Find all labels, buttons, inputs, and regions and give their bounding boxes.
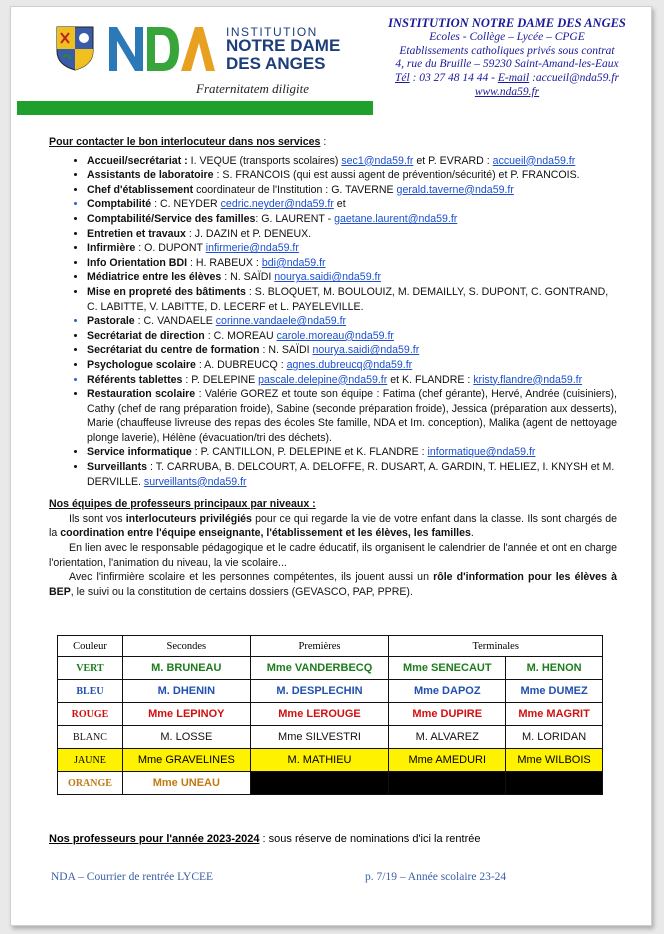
list-item	[87, 460, 617, 489]
teachers-section	[49, 497, 617, 599]
cell-terminales: Mme DUMEZ	[506, 680, 603, 703]
closing-line	[49, 833, 480, 845]
contact-text: I. VEQUE (transports scolaires)	[187, 154, 342, 167]
list-item	[87, 358, 617, 373]
teachers-paragraph-1	[49, 512, 617, 541]
address-block	[371, 17, 643, 100]
contact-email-link[interactable]: agnes.dubreucq@nda59.fr	[286, 358, 413, 371]
contact-text: : Valérie GOREZ et toute son équipe : Fatima (chef gérante), Hervé, Andrée (cuisiniers), Cathy (chef de rang préparation froide), Sabine (seconde préparation froide), Jessica (préparation aux desserts), Marie (chauffeuse livreuse des repas des écoles Ste famille, NDA et Im. conception), Malika (agent de nettoyage plonge laverie), Hélène (évacuation/tri des déchets).	[87, 388, 618, 444]
list-item	[87, 373, 617, 388]
table-row	[58, 703, 603, 726]
nda-logo-icon	[107, 23, 217, 73]
closing-heading: Nos professeurs pour l'année 2023-2024	[49, 833, 260, 845]
footer-right: p. 7/19 – Année scolaire 23-24	[365, 871, 507, 883]
table-row	[58, 749, 603, 772]
teachers-table	[57, 635, 603, 795]
contact-email-link[interactable]: cedric.neyder@nda59.fr	[220, 198, 334, 211]
contact-text: : T. CARRUBA, B. DELCOURT, A. DELOFFE, R. DUSART, A. GARDIN, T. HELIEZ, I. KNYSH et M. DERVILLE.	[87, 461, 615, 488]
green-header-bar	[17, 101, 373, 115]
list-item	[87, 270, 617, 285]
list-item	[87, 154, 617, 169]
list-item	[87, 227, 617, 242]
list-item	[87, 285, 617, 314]
contact-text: : C. VANDAELE	[134, 315, 216, 328]
contact-label: Comptabilité	[87, 198, 152, 211]
cell-terminales: Mme DAPOZ	[389, 680, 506, 703]
cell-premieres: Mme VANDERBECQ	[250, 657, 389, 680]
header-premieres: Premières	[250, 636, 389, 657]
contact-label: Infirmière	[87, 242, 136, 255]
contacts-heading-suffix: :	[320, 136, 327, 148]
list-item	[87, 183, 617, 198]
document-page	[10, 6, 652, 926]
contact-email-link[interactable]: carole.moreau@nda59.fr	[276, 329, 394, 342]
table-row	[58, 772, 603, 795]
main-content	[49, 135, 617, 599]
contact-label: Surveillants	[87, 461, 148, 474]
contact-text: : N. SAÏDI	[259, 344, 313, 357]
cell-terminales: Mme WILBOIS	[506, 749, 603, 772]
cell-color: JAUNE	[58, 749, 123, 772]
cell-color: BLANC	[58, 726, 123, 749]
contact-text: : G. LAURENT -	[255, 212, 335, 225]
contact-email-link[interactable]: nourya.saidi@nda59.fr	[312, 344, 420, 357]
address-line1: Ecoles - Collège – Lycée – CPGE	[429, 30, 585, 43]
contacts-heading	[49, 135, 617, 150]
contacts-list	[49, 154, 617, 490]
contact-label: Info Orientation BDI	[87, 256, 188, 269]
contact-label: Accueil/secrétariat :	[87, 154, 188, 167]
cell-secondes: Mme GRAVELINES	[123, 749, 251, 772]
cell-terminales: Mme MAGRIT	[506, 703, 603, 726]
letterhead	[11, 7, 651, 117]
list-item	[87, 256, 617, 271]
contact-email-link[interactable]: sec1@nda59.fr	[341, 154, 414, 167]
cell-color: VERT	[58, 657, 123, 680]
institution-name-line2: DES ANGES	[226, 54, 326, 73]
header-terminales: Terminales	[389, 636, 603, 657]
contact-label: Mise en propreté des bâtiments	[87, 285, 246, 298]
footer-left: NDA – Courrier de rentrée LYCEE	[51, 871, 214, 883]
website-link[interactable]	[371, 86, 643, 100]
cell-secondes: M. BRUNEAU	[123, 657, 251, 680]
cell-premieres: Mme LEROUGE	[250, 703, 389, 726]
contact-email-link[interactable]: gaetane.laurent@nda59.fr	[334, 212, 458, 225]
teachers-paragraph-3	[49, 570, 617, 599]
contact-email-link[interactable]: bdi@nda59.fr	[261, 256, 326, 269]
contact-text: : A. DUBREUCQ :	[195, 358, 287, 371]
cell-empty	[506, 772, 603, 795]
contact-text: et K. FLANDRE :	[387, 373, 474, 386]
institution-name-line1: NOTRE DAME	[226, 36, 341, 55]
cell-terminales: Mme AMEDURI	[389, 749, 506, 772]
tel-label: Tél	[395, 72, 410, 85]
contact-email-link[interactable]: accueil@nda59.fr	[492, 154, 576, 167]
tel-value: : 03 27 48 14 44 -	[409, 72, 498, 85]
list-item	[87, 168, 617, 183]
contact-label: Référents tablettes	[87, 373, 183, 386]
table-row	[58, 726, 603, 749]
cell-terminales: M. HENON	[506, 657, 603, 680]
contact-text: coordinateur de l'Institution : G. TAVERNE	[193, 183, 397, 196]
cell-terminales: M. ALVAREZ	[389, 726, 506, 749]
institution-name	[226, 37, 340, 73]
contact-text: : P. DELEPINE	[182, 373, 259, 386]
cell-color: ROUGE	[58, 703, 123, 726]
p3-bold-b: rôle d'information pour les élèves à BEP	[49, 571, 617, 598]
contact-label: Secrétariat de direction	[87, 329, 205, 342]
p1-text-c: pour ce qui regarde la vie de votre enfant dans la classe. Ils sont chargés de la	[49, 512, 617, 540]
cell-terminales: Mme SENECAUT	[389, 657, 506, 680]
contact-text: : O. DUPONT	[135, 242, 206, 255]
contacts-heading-text: Pour contacter le bon interlocuteur dans nos services	[49, 136, 321, 148]
contact-email-link[interactable]: informatique@nda59.fr	[427, 446, 536, 459]
contact-text: et P. EVRARD :	[413, 154, 493, 167]
contact-label: Pastorale	[87, 315, 135, 328]
cell-terminales: M. LORIDAN	[506, 726, 603, 749]
contact-label: Service informatique	[87, 446, 192, 459]
email-value[interactable]: :accueil@nda59.fr	[529, 72, 619, 85]
contact-text: : S. BLOQUET, M. BOULOUIZ, M. DEMAILLY, S. DUPONT, C. GONTRAND, C. LABITTE, V. LABITTE, D. LECERF et L. PAYELEVILLE.	[87, 285, 609, 313]
cell-secondes: Mme UNEAU	[123, 772, 251, 795]
contact-text: : C. NEYDER	[151, 198, 221, 211]
motto: Fraternitatem diligite	[196, 81, 310, 96]
list-item	[87, 212, 617, 227]
contact-label: Restauration scolaire	[87, 388, 196, 401]
contact-label: Médiatrice entre les élèves	[87, 271, 222, 284]
contact-email-link[interactable]: nourya.saidi@nda59.fr	[274, 271, 381, 284]
cell-secondes: M. DHENIN	[123, 680, 251, 703]
institution-small-label: INSTITUTION	[226, 25, 318, 39]
cell-secondes: M. LOSSE	[123, 726, 251, 749]
contact-label: Chef d'établissement	[87, 183, 194, 196]
contact-text: : S. FRANCOIS (qui est aussi agent de prévention/sécurité) et P. FRANCOIS.	[213, 169, 580, 182]
list-item	[87, 343, 617, 358]
address-line2: Etablissements catholiques privés sous contrat	[399, 44, 615, 57]
contact-email-link[interactable]: gerald.taverne@nda59.fr	[396, 183, 514, 196]
cell-color: BLEU	[58, 680, 123, 703]
p1-text-e: .	[470, 527, 474, 540]
cell-empty	[389, 772, 506, 795]
cell-premieres: Mme SILVESTRI	[250, 726, 389, 749]
contact-text: : P. CANTILLON, P. DELEPINE et K. FLANDRE :	[191, 446, 428, 459]
contact-text: : C. MOREAU	[204, 329, 277, 342]
contact-email-link[interactable]: pascale.delepine@nda59.fr	[258, 373, 388, 386]
cell-empty	[250, 772, 389, 795]
cell-terminales: Mme DUPIRE	[389, 703, 506, 726]
contact-text: et	[333, 198, 346, 211]
contact-label: Comptabilité/Service des familles	[87, 212, 256, 225]
address-line3: 4, rue du Bruille – 59230 Saint-Amand-les-Eaux	[395, 58, 619, 71]
cell-color: ORANGE	[58, 772, 123, 795]
contact-email-link[interactable]: surveillants@nda59.fr	[143, 475, 247, 488]
cell-premieres: M. DESPLECHIN	[250, 680, 389, 703]
p3-text-a: Avec l'infirmière scolaire et les personnes compétentes, ils jouent aussi un	[69, 571, 434, 584]
website-link-text[interactable]: www.nda59.fr	[474, 85, 540, 98]
list-item	[87, 241, 617, 256]
header-secondes: Secondes	[123, 636, 251, 657]
list-item	[87, 197, 617, 212]
contact-email-link[interactable]: infirmerie@nda59.fr	[205, 242, 299, 255]
contact-email-link[interactable]: kristy.flandre@nda59.fr	[473, 373, 583, 386]
table-header-row	[58, 636, 603, 657]
closing-text: : sous réserve de nominations d'ici la rentrée	[259, 833, 481, 845]
contact-text: : J. DAZIN et P. DENEUX.	[185, 227, 312, 240]
list-item	[87, 314, 617, 329]
p3-text-c: , le suivi ou la constitution de certains dossiers (GEVASCO, PAP, PPRE).	[70, 585, 413, 598]
contact-label: Entretien et travaux	[87, 227, 186, 240]
p1-text-a: Ils sont vos	[69, 512, 126, 525]
cell-secondes: Mme LEPINOY	[123, 703, 251, 726]
teachers-paragraph-2: En lien avec le responsable pédagogique et le cadre éducatif, ils organisent le calendrier de l'année et ont en charge l'orientation, l'animation du niveau, la vie scolaire...	[49, 542, 617, 569]
contact-text: : H. RABEUX :	[187, 256, 262, 269]
list-item	[87, 445, 617, 460]
list-item	[87, 329, 617, 344]
contact-text: : N. SAÏDI	[221, 271, 275, 284]
contact-label: Assistants de laboratoire	[87, 169, 214, 182]
page-footer	[51, 871, 611, 883]
contact-email-link[interactable]: corinne.vandaele@nda59.fr	[215, 315, 347, 328]
header-couleur: Couleur	[58, 636, 123, 657]
contact-label: Secrétariat du centre de formation	[87, 344, 260, 357]
address-contact-line	[371, 72, 643, 86]
email-label: E-mail	[497, 72, 530, 85]
contact-label: Psychologue scolaire	[87, 358, 196, 371]
table-row	[58, 657, 603, 680]
table-row	[58, 680, 603, 703]
p1-bold-b: interlocuteurs privilégiés	[125, 512, 252, 525]
p1-bold-d: coordination entre l'équipe enseignante, l'établissement et les élèves, les familles	[60, 527, 471, 540]
teachers-heading: Nos équipes de professeurs principaux par niveaux :	[49, 498, 316, 511]
cell-premieres: M. MATHIEU	[250, 749, 389, 772]
crest-shield-icon	[55, 25, 95, 71]
list-item	[87, 387, 617, 445]
address-title: INSTITUTION NOTRE DAME DES ANGES	[388, 16, 626, 30]
